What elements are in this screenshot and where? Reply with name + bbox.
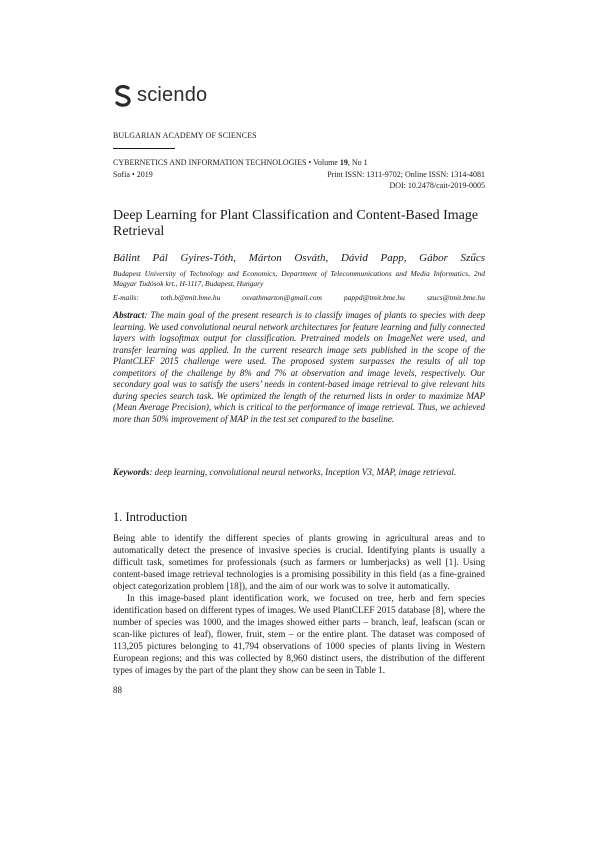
affiliation: Budapest University of Technology and Economics, Department of Telecommunications and Media Informatics, 2nd Magyar Tudósok krt., H-1117, Budapest, Hungary <box>113 269 485 288</box>
abstract-text: : The main goal of the present research is to classify images of plants to species with deep learning. We used convolutional neural network architectures for feature learning and fully connected layers with logsoftmax output for classification. Pretrained models on ImageNet were used, and transfer learning was applied. In the current research image sets published in the scope of the PlantCLEF 2015 challenge were used. The proposed system surpasses the results of all top competitors of the challenge by 8% and 7% at observation and image levels, respectively. Our secondary goal was to satisfy the users’ needs in content-based image retrieval to give relevant hits during species search task. We optimized the length of the returned lists in order to maximize MAP (Mean Average Precision), which is critical to the performance of image retrieval. Thus, we achieved more than 50% improvement of MAP in the test set compared to the baseline. <box>113 310 485 424</box>
publication-info-row <box>113 170 485 179</box>
issue-number: , No 1 <box>347 158 368 167</box>
email-3[interactable]: pappd@tmit.bme.hu <box>343 293 405 302</box>
volume-label: Volume <box>313 158 338 167</box>
header-divider <box>113 148 175 149</box>
abstract-label: Abstract <box>113 310 145 320</box>
paragraph: Being able to identify the different species of plants growing in agricultural areas and to automatically detect the presence of invasive species is crucial. Identifying plants is usually a difficult task, sometimes for professionals (such as farmers or lumberjacks) as well [1]. Using content-based image retrieval technologies is a promising possibility in this field (as a fine-grained object categorization problem [18]), and the aim of our work was to solve it automatically. <box>113 534 485 592</box>
journal-line <box>113 158 368 167</box>
email-4[interactable]: szucs@tmit.bme.hu <box>426 293 485 302</box>
email-label: E-mails: <box>113 293 139 302</box>
emails-line <box>113 293 485 302</box>
issn: Print ISSN: 1311-9702; Online ISSN: 1314-4081 <box>327 170 485 179</box>
keywords <box>113 467 485 479</box>
bullet: • <box>308 158 312 167</box>
publisher-logo <box>113 84 207 107</box>
publisher-name: sciendo <box>137 84 208 106</box>
body-text <box>113 533 485 677</box>
keywords-text: : deep learning, convolutional neural networks, Inception V3, MAP, image retrieval. <box>149 467 457 477</box>
paragraph: In this image-based plant identification work, we focused on tree, herb and fern species identification based on different types of images. We used PlantCLEF 2015 database [8], where the number of species was 1000, and the images showed either parts – branch, leaf, leafscan (scan or scan-like pictures of leaf), flower, fruit, stem – or the entire plant. The dataset was composed of 113,205 pictures belonging to 41,794 observations of 1000 species of plants living in Western European regions; and this was collected by 8,960 distinct users, the distribution of the different types of images by the part of the plant they show can be seen in Table 1. <box>113 594 485 676</box>
sciendo-s-icon <box>113 85 133 107</box>
paper-title: Deep Learning for Plant Classification and Content-Based Image Retrieval <box>113 208 479 239</box>
email-1[interactable]: toth.b@tmit.bme.hu <box>160 293 221 302</box>
authors: Bálint Pál Gyires-Tóth, Márton Osváth, Dávid Papp, Gábor Szűcs <box>113 252 485 264</box>
abstract <box>113 310 485 425</box>
academy-name: BULGARIAN ACADEMY OF SCIENCES <box>113 131 257 140</box>
journal-name: CYBERNETICS AND INFORMATION TECHNOLOGIES <box>113 158 307 167</box>
keywords-label: Keywords <box>113 467 150 477</box>
doi: DOI: 10.2478/cait-2019-0005 <box>389 181 485 190</box>
email-2[interactable]: osvathmarton@gmail.com <box>242 293 322 302</box>
city-year: Sofia • 2019 <box>113 170 153 179</box>
volume-number: 19 <box>339 158 348 167</box>
section-heading: 1. Introduction <box>113 510 188 524</box>
page-number: 88 <box>113 685 122 695</box>
